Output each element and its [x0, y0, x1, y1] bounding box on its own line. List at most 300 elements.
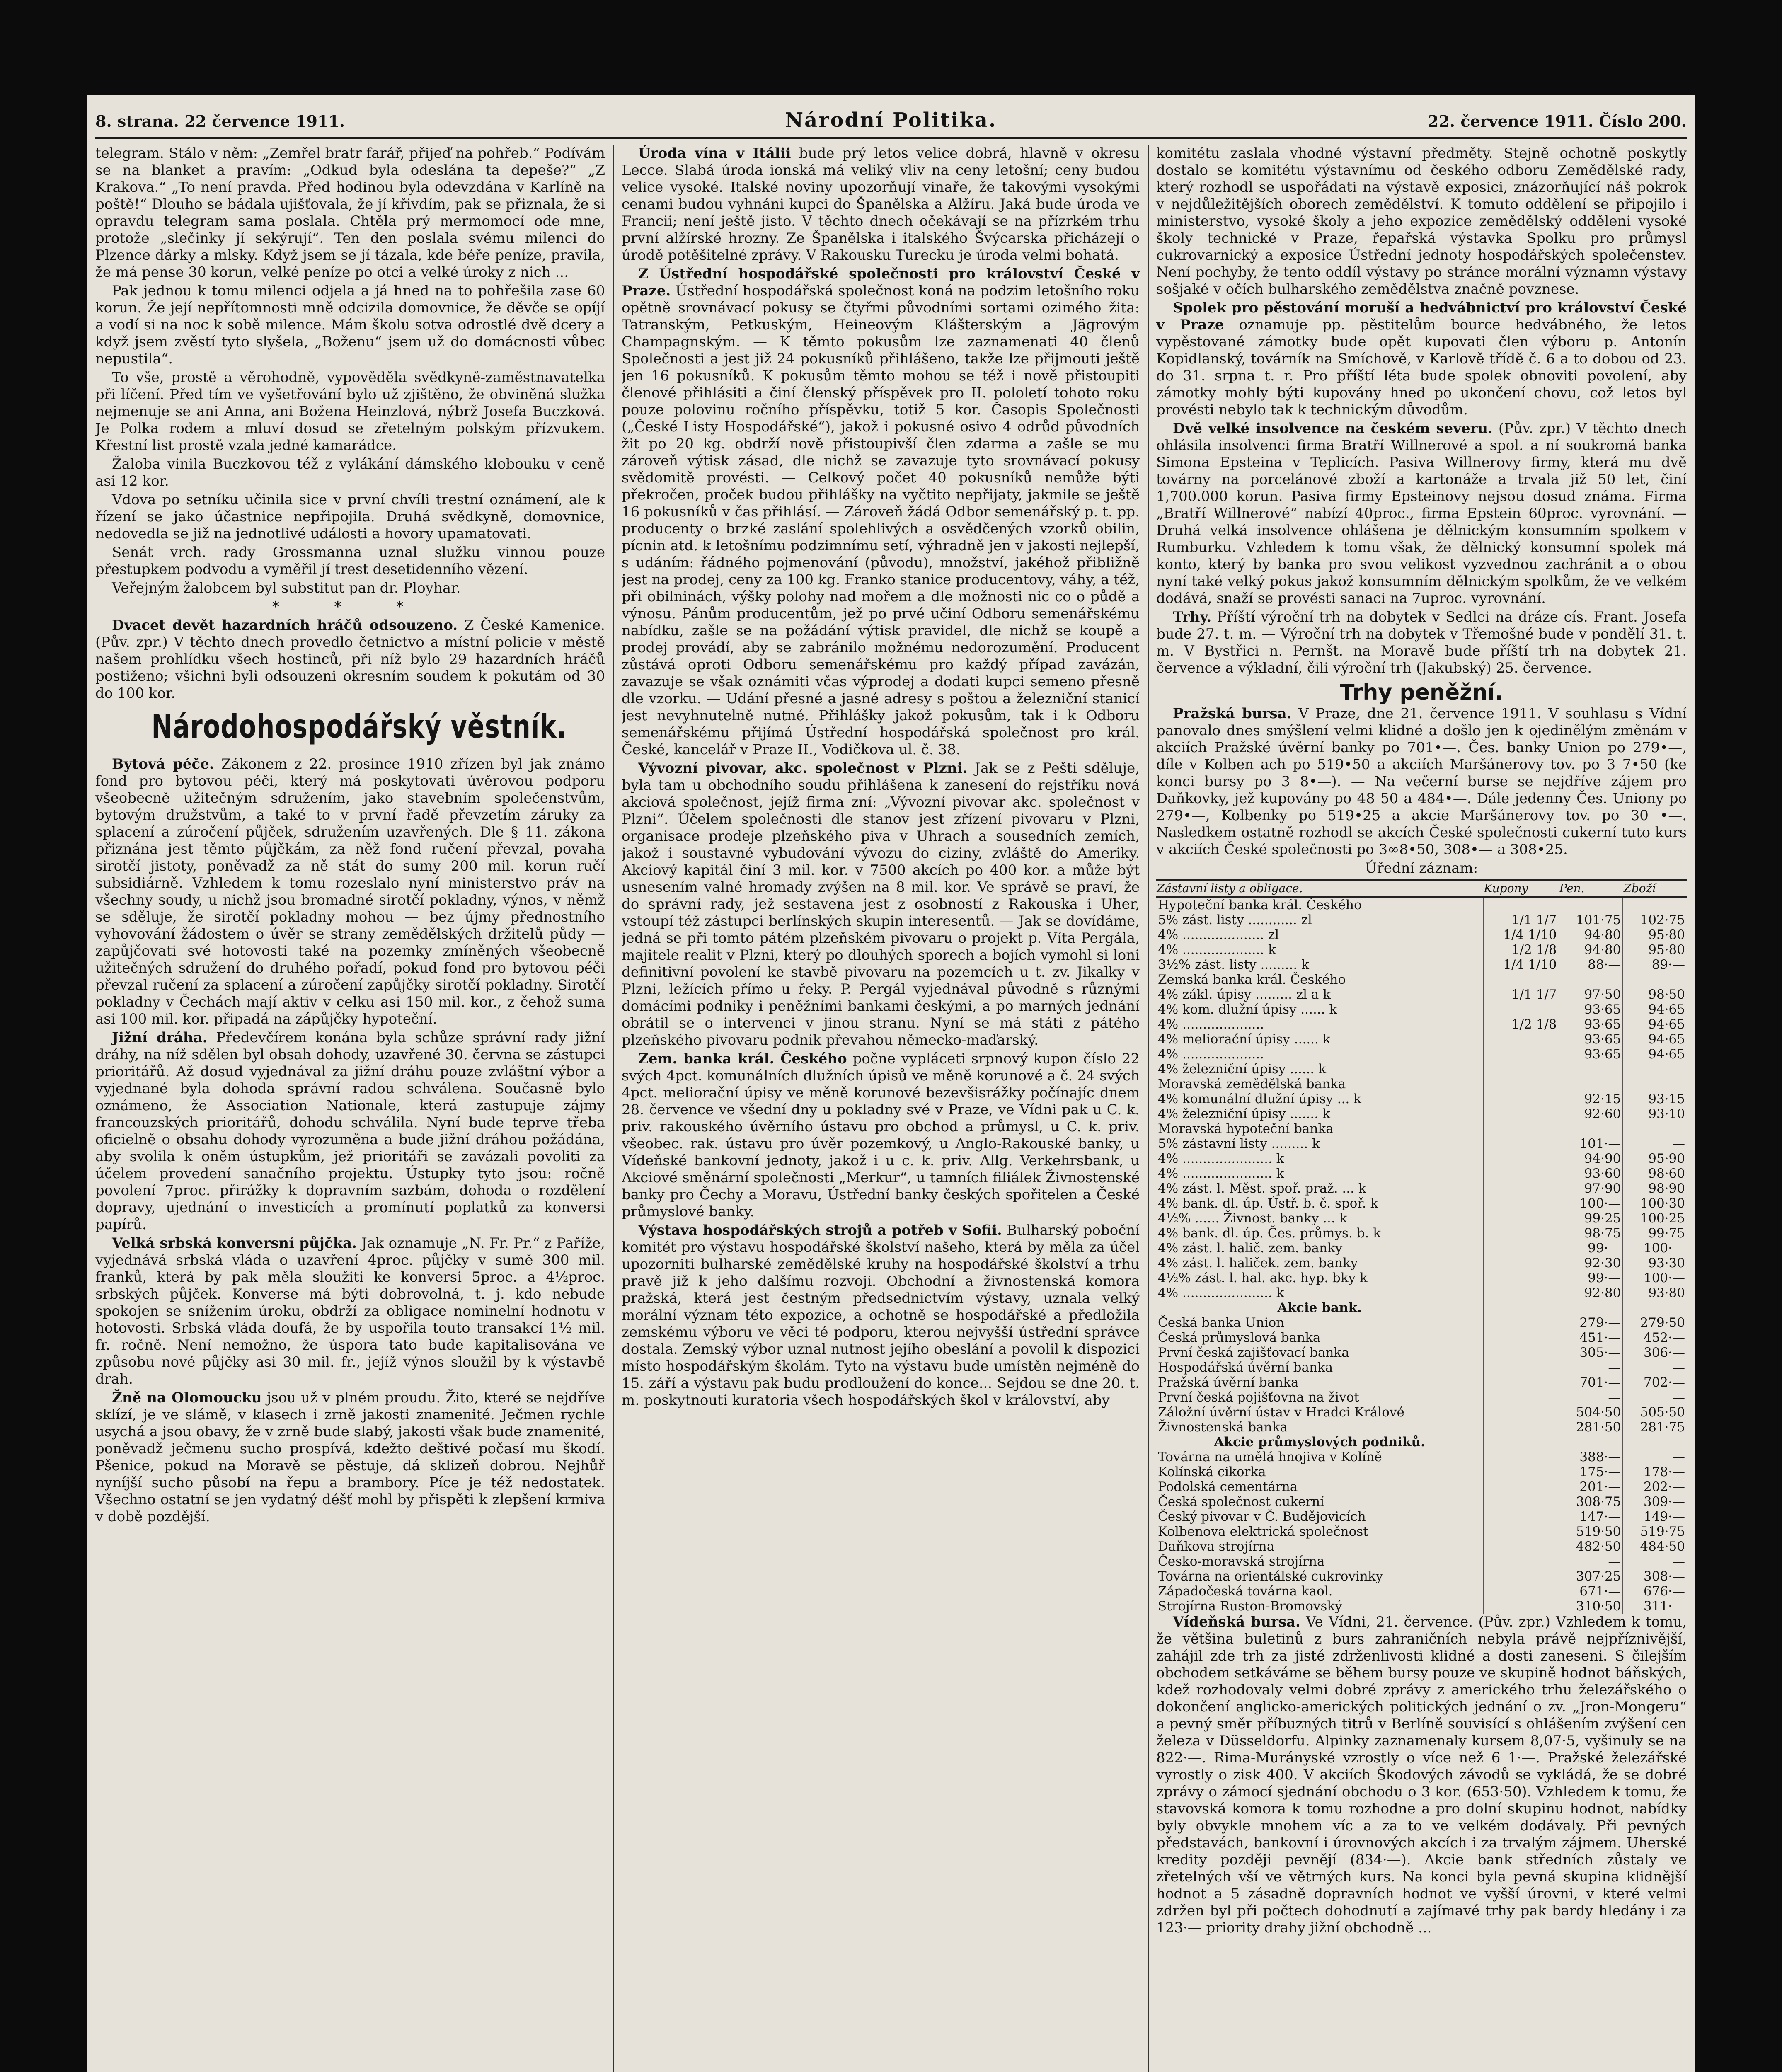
- table-row: [1156, 927, 1687, 942]
- article-heading: Velká srbská konversní půjčka.: [112, 1235, 357, 1251]
- table-row: [1156, 1271, 1687, 1285]
- issue-date-number: 22. července 1911. Číslo 200.: [1428, 112, 1687, 131]
- bid-cell: 504·50: [1559, 1405, 1623, 1420]
- coupon-cell: [1483, 1509, 1559, 1524]
- ask-cell: 484·50: [1623, 1539, 1687, 1554]
- ask-cell: 93·80: [1623, 1285, 1687, 1300]
- table-row: [1156, 987, 1687, 1002]
- coupon-cell: [1483, 1062, 1559, 1077]
- table-row: [1156, 1479, 1687, 1494]
- row-label: Akcie bank.: [1277, 1300, 1362, 1315]
- bid-cell: 94·80: [1559, 927, 1623, 942]
- table-row: [1156, 1360, 1687, 1375]
- row-label: Živnostenská banka: [1158, 1420, 1288, 1435]
- table-row: [1156, 1330, 1687, 1345]
- bid-cell: 94·90: [1559, 1151, 1623, 1166]
- article-heading: Trhy.: [1173, 609, 1212, 625]
- article: [1156, 609, 1687, 677]
- bid-cell: 482·50: [1559, 1539, 1623, 1554]
- table-row: [1156, 1106, 1687, 1121]
- coupon-cell: [1483, 1032, 1559, 1047]
- coupon-cell: [1483, 1002, 1559, 1017]
- ask-cell: 702·—: [1623, 1375, 1687, 1390]
- bid-cell: —: [1559, 1390, 1623, 1405]
- bid-cell: 281·50: [1559, 1420, 1623, 1435]
- ask-cell: 94·65: [1623, 1032, 1687, 1047]
- column-header: Pen.: [1559, 880, 1623, 897]
- newspaper-title: Národní Politika.: [785, 109, 997, 132]
- ask-cell: [1623, 1435, 1687, 1450]
- coupon-cell: [1483, 1196, 1559, 1211]
- row-label: Daňkova strojírna: [1158, 1539, 1275, 1554]
- row-label: Moravská hypoteční banka: [1158, 1121, 1334, 1136]
- article-heading: Zem. banka král. Českého: [638, 1051, 847, 1067]
- coupon-cell: [1483, 1479, 1559, 1494]
- article-body: oznamuje pp. pěstitelům bource hedvábného, že letos vypěstované zámotky bude opět kupovati člen výboru p. Antonín Kopidlanský, továrník na Smíchově, v Karlově třídě č. 6 a to dobou od 23. do 31. srpna t. r. Pro příští léta bude spolek obnoviti povolení, aby zámotky mohly býti kupovány hned po ukončení chovu, což letos byl provésti nebylo tak k technickým důvodům.: [1156, 317, 1687, 418]
- ask-cell: —: [1623, 1390, 1687, 1405]
- article-body: bude prý letos velice dobrá, hlavně v okresu Lecce. Slabá úroda ionská má veliký vliv na ceny letošní; ceny budou velice vysoké. Italské noviny upozorňují vinaře, že takovými vysokými cenami budou vyhnáni kupci do Španělska a Alžíru. Jaká bude úroda ve Francii; není ještě jisto. V těchto dnech očekávají se na přízrkém trhu první alžírské hrozny. Ze Španělska i italského Švýcarska přicházejí o úrodě potěšitelné zprávy. V Rakousku Turecku je úroda velmi bohatá.: [622, 145, 1140, 264]
- coupon-cell: [1483, 1166, 1559, 1181]
- bid-cell: 99·—: [1559, 1271, 1623, 1285]
- table-row: [1156, 1494, 1687, 1509]
- article-body: V Praze, dne 21. července 1911. V souhlasu s Vídní panovalo dnes smýšlení velmi klidné a došlo jen k ojedinělým změnám v akciích Pražské úvěrní banky po 701•—. Čes. banky Union po 279•—, díle v Kolben ach po 519•50 a akciích Maršánerovy tov. po 3 7•50 (ke konci bursy po 3 8•—). — Na večerní burse se nejdříve zájem pro Daňkovky, jež kupovány po 48 50 a 484•—. Dále jedenny Čes. Uniony po 279•—, Kolbenky po 519•25 a akcie Maršánerovy tov. po 30 •—. Nasledkem ostatně rozhodl se akcích České společnosti cukerní tuto kurs v akciích České společnosti po 3∞8•50, 308•— a 308•25.: [1156, 705, 1687, 858]
- table-row: [1156, 1226, 1687, 1241]
- article: [95, 1235, 605, 1388]
- coupon-cell: [1483, 1450, 1559, 1464]
- article-body: Zákonem z 22. prosince 1910 zřízen byl jak známo fond pro bytovou péči, který má poskytovati úvěrovou podporu všeobecně užitečným sdružením, jako stavebním společenstvům, bytovým družstvům, a také to v první řadě převzetím záruky za splacení a zúročení půjček, sdružením uzavřených. Dle § 11. zákona přiznána jest těmto půjčkám, za něž fond ručení převzal, povaha sirotčí jistoty, poněvadž za ně stát do sumy 200 mil. korun ručí subsidiárně. Vzhledem k tomu rozeslalo nyní ministerstvo práv na všechny soudy, u nichž jsou bromadné sirotčí pokladny, výnos, v němž se sděluje, že sirotčí pokladny mohou — bez újmy přednostního vyhovování žádostem o úvěr se strany zemědělských držitelů půdy — zapůjčovati své hotovosti také na pozemky zmíněných všeobecně užitečných sdružení do druhého pořadí, pokud fond pro bytovou péči převzal ručení za splacení a zúročení zapůjčky sirotčí pokladny. Sirotčí pokladny v Čechách mají aktiv v celku asi 150 mil. kor., z čehož suma asi 100 mil. kor. připadá na zápůjčky hypoteční.: [95, 756, 605, 1027]
- ask-cell: [1623, 972, 1687, 987]
- column-2: [622, 145, 1140, 2072]
- row-label: 4% zást. l. Měst. spoř. praž. ... k: [1158, 1181, 1366, 1196]
- table-row: [1156, 1032, 1687, 1047]
- coupon-cell: [1483, 1599, 1559, 1614]
- coupon-cell: [1483, 1435, 1559, 1450]
- table-row: [1156, 1092, 1687, 1106]
- coupon-cell: [1483, 1524, 1559, 1539]
- article-heading: Žně na Olomoucku: [112, 1389, 262, 1406]
- coupon-cell: [1483, 897, 1559, 913]
- table-row: [1156, 1375, 1687, 1390]
- coupon-cell: [1483, 972, 1559, 987]
- table-row: [1156, 957, 1687, 972]
- bid-cell: [1559, 1435, 1623, 1450]
- bid-cell: [1559, 1300, 1623, 1315]
- article: [622, 760, 1140, 1049]
- bid-cell: 305·—: [1559, 1345, 1623, 1360]
- bid-cell: 147·—: [1559, 1509, 1623, 1524]
- article: [622, 1222, 1140, 1409]
- ask-cell: —: [1623, 1136, 1687, 1151]
- ask-cell: 98·90: [1623, 1181, 1687, 1196]
- ask-cell: 178·—: [1623, 1464, 1687, 1479]
- column-divider: [613, 145, 614, 2072]
- article-heading: Dvacet devět hazardních hráčů odsouzeno.: [112, 617, 458, 634]
- row-label: 4% ...................... k: [1158, 1285, 1284, 1300]
- bid-cell: 671·—: [1559, 1584, 1623, 1599]
- coupon-cell: 1/4 1/10: [1483, 957, 1559, 972]
- ask-cell: 519·75: [1623, 1524, 1687, 1539]
- ask-cell: 98·50: [1623, 987, 1687, 1002]
- article-heading: Vídeňská bursa.: [1173, 1614, 1300, 1630]
- table-row: [1156, 1435, 1687, 1450]
- ask-cell: 94·65: [1623, 1047, 1687, 1062]
- article-heading: Dvě velké insolvence na českém severu.: [1173, 420, 1493, 437]
- paragraph: To vše, prostě a věrohodně, vypověděla svědkyně-zaměstnavatelka při líčení. Před tím ve vyšetřování bylo už zjištěno, že obviněná služka nejmenuje se ani Anna, ani Božena Heinzlová, nýbrž Josefa Buczková. Je Polka rodem a mluví dosud se zřetelným polským přízvukem. Křestní list prostě vzala jedné kamarádce.: [95, 369, 605, 454]
- table-row: [1156, 1077, 1687, 1092]
- table-row: [1156, 1405, 1687, 1420]
- column-1: [95, 145, 605, 2072]
- row-label: Továrna na umělá hnojiva v Kolíně: [1158, 1450, 1382, 1464]
- bid-cell: 93·65: [1559, 1017, 1623, 1032]
- column-header: Zástavní listy a obligace.: [1156, 880, 1483, 897]
- article-heading: Úroda vína v Itálii: [638, 145, 791, 162]
- row-label: 3½% zást. listy ......... k: [1158, 957, 1309, 972]
- coupon-cell: [1483, 1151, 1559, 1166]
- coupon-cell: [1483, 1092, 1559, 1106]
- ask-cell: [1623, 1121, 1687, 1136]
- bid-cell: 92·30: [1559, 1256, 1623, 1271]
- bid-cell: —: [1559, 1554, 1623, 1569]
- coupon-cell: [1483, 1405, 1559, 1420]
- coupon-cell: [1483, 1375, 1559, 1390]
- bid-cell: 99·25: [1559, 1211, 1623, 1226]
- ask-cell: —: [1623, 1554, 1687, 1569]
- ask-cell: 308·—: [1623, 1569, 1687, 1584]
- article: [1156, 705, 1687, 858]
- paragraph: telegram. Stálo v něm: „Zemřel bratr farář, přijeď na pohřeb.“ Podívám se na blanket a pravím: „Odkud byla odeslána ta depeše?“ „Z Krakova.“ „To není pravda. Před hodinou byla odevzdána v Karlíně na poště!“ Dlouho se bádala ujišťovala, že jí křivdím, pak se přiznala, že si opravdu telegram sama poslala. Chtěla prý mermomocí ode mne, protože „slečinky jí sekýrují“. Ten den poslala svému milenci do Plzence dárky a mlsky. Když jsem se jí tázala, kde béře peníze, pravila, že má pense 30 korun, velké peníze po otci a velké úroky z nich ...: [95, 145, 605, 281]
- coupon-cell: [1483, 1584, 1559, 1599]
- coupon-cell: 1/2 1/8: [1483, 1017, 1559, 1032]
- row-label: Kolbenova elektrická společnost: [1158, 1524, 1368, 1539]
- coupon-cell: [1483, 1077, 1559, 1092]
- ask-cell: 505·50: [1623, 1405, 1687, 1420]
- coupon-cell: [1483, 1360, 1559, 1375]
- ask-cell: 676·—: [1623, 1584, 1687, 1599]
- page-header: [87, 108, 1695, 141]
- coupon-cell: [1483, 1539, 1559, 1554]
- row-label: Česká společnost cukerní: [1158, 1494, 1324, 1509]
- row-label: 4% zákl. úpisy ......... zl a k: [1158, 987, 1331, 1002]
- table-row: [1156, 1450, 1687, 1464]
- row-label: Strojírna Ruston-Bromovský: [1158, 1599, 1342, 1614]
- ask-cell: 99·75: [1623, 1226, 1687, 1241]
- article-body: Ústřední hospodářská společnost koná na podzim letošního roku opětně srovnávací pokusy se čtyřmi původními sortami ozimého žita: Tatranským, Petkuským, Heineovým Klášterským a Jägrovým Champagnským. — K těmto pokusům lze zaznamenati 40 členů Společnosti a jest již 24 pokusníků přihlášeno, takže lze přijmouti ještě jen 16 pokusníků. K pokusům těmto mohou se též i nově přistoupiti členové přihlásiti a činí členský příspěvek pro II. pololetí tohoto roku pouze polovinu ročního příspěvku, totiž 5 kor. Časopis Společnosti („České Listy Hospodářské“), jakož i pokusné osivo 4 odrůd původních žit po 20 kg. obdrží nově přistoupivší člen zdarma a zašle se mu zároveň výtisk zásad, dle nichž se zavazuje tyto srovnávací pokusy svědomitě provésti. — Celkový počet 40 pokusníků nemůže býti překročen, proček budou přihlášky na vyčtito nepřijaty, jakmile se ještě 16 pokusníků v čas přihlásí. — Zároveň žádá Odbor semenářský p. t. pp. producenty o brzké zaslání spolehlivých a osvědčených vzorků obilin, pícnin atd. k letošnímu podzimnímu setí, výhradně jen v jakosti nejlepší, s udáním: řádného pojmenování (původu), množství, jakéhož přibližně jest na prodej, ceny za 100 kg. Franko stanice producentovy, váhy, a též, při obilninách, výšky polohy nad mořem a dle možnosti nic co o půdě a výnosu. Pánům producentům, jež po prvé učiní Odboru semenářskému nabídku, zašle se na požádání výtisk pravidel, dle nichž se koupě a prodej provádí, aby se zabránilo možnému nedorozumění. Producent zůstává oproti Odboru semenářskému pro každý případ zavázán, zavazuje se však oznámiti včas výprodej a dodati kupci semeno přesně dle vzorku. — Udání přesné a jasné adresy s poštou a železniční stanicí jest nevyhnutelně nutné. Přihlášky jakož pokusům, tak i k Odboru semenářskému přijímá Ústřední hospodářská společnost pro král. České, kancelář v Praze II., Vodičkova ul. č. 38.: [622, 283, 1140, 758]
- bid-cell: 307·25: [1559, 1569, 1623, 1584]
- row-label: Český pivovar v Č. Budějovicích: [1158, 1509, 1366, 1524]
- article-body: Předevčírem konána byla schůze správní rady jižní dráhy, na níž sdělen byl obsah dohody, uzavřené 30. června se zástupci prioritářů. Až dosud vyjednával za jižní dráhu pouze zvláštní výbor a vyjednané byla dohoda správní radou schválena. Současně bylo oznámeno, že Association Nationale, která zastupuje zájmy francouzských prioritářů, dohodu schválila. Nyní bude teprve třeba oficielně o obsahu dohody vyrozuměna a bude jižní dráhou požádána, aby svolila k oněm ústupkům, jež prioritáři se zavázali povoliti za účelem provedení sanačního projektu. Ústupky tyto jsou: ročně povolení 7proc. přirážky k dopravním sazbám, dohoda o rozdělení dopravy, ujednání o investicích a promínutí poplatků za konversi papírů.: [95, 1029, 605, 1233]
- bid-cell: 94·80: [1559, 942, 1623, 957]
- ask-cell: 202·—: [1623, 1479, 1687, 1494]
- table-row: [1156, 913, 1687, 927]
- row-label: 5% zástavní listy ......... k: [1158, 1136, 1320, 1151]
- bid-cell: 279·—: [1559, 1315, 1623, 1330]
- table-row: [1156, 1554, 1687, 1569]
- paragraph: Žaloba vinila Buczkovou též z vylákání dámského klobouku v ceně asi 12 kor.: [95, 456, 605, 489]
- article: [95, 1029, 605, 1233]
- bid-cell: [1559, 1077, 1623, 1092]
- row-label: Zemská banka král. Českého: [1158, 972, 1346, 987]
- coupon-cell: [1483, 1345, 1559, 1360]
- column-divider: [1148, 145, 1149, 2072]
- paragraph: Veřejným žalobcem byl substitut pan dr. Ployhar.: [112, 580, 461, 596]
- ask-cell: 306·—: [1623, 1345, 1687, 1360]
- coupon-cell: [1483, 1420, 1559, 1435]
- ask-cell: [1623, 897, 1687, 913]
- ask-cell: 98·60: [1623, 1166, 1687, 1181]
- ask-cell: —: [1623, 1450, 1687, 1464]
- table-row: [1156, 1256, 1687, 1271]
- table-row: [1156, 1300, 1687, 1315]
- ask-cell: 93·30: [1623, 1256, 1687, 1271]
- section-heading: Trhy peněžní.: [1339, 680, 1504, 705]
- table-row: [1156, 1136, 1687, 1151]
- ask-cell: 452·—: [1623, 1330, 1687, 1345]
- section-title: Národohospodářský věstník.: [151, 708, 567, 746]
- bid-cell: 99·—: [1559, 1241, 1623, 1256]
- table-row: [1156, 1509, 1687, 1524]
- table-row: [1156, 1390, 1687, 1405]
- article: [95, 1389, 605, 1525]
- row-label: Továrna na orientálské cukrovinky: [1158, 1569, 1383, 1584]
- coupon-cell: [1483, 1464, 1559, 1479]
- bid-cell: 175·—: [1559, 1464, 1623, 1479]
- bid-cell: 93·65: [1559, 1032, 1623, 1047]
- table-row: [1156, 1151, 1687, 1166]
- row-label: Hospodářská úvěrní banka: [1158, 1360, 1333, 1375]
- row-label: Západočeská továrna kaol.: [1158, 1584, 1333, 1599]
- row-label: 4% zást. l. haliček. zem. banky: [1158, 1256, 1358, 1271]
- row-label: 4% ....................: [1158, 1017, 1264, 1032]
- table-row: [1156, 1166, 1687, 1181]
- article-heading: Spolek pro pěstování moruší a hedvábnictví pro království České v Praze: [1156, 300, 1687, 333]
- coupon-cell: [1483, 1136, 1559, 1151]
- paragraph: Senát vrch. rady Grossmanna uznal služku vinnou pouze přestupkem podvodu a vyměřil jí trest desetidenního vězení.: [95, 544, 605, 578]
- article-body: Příští výroční trh na dobytek v Sedlci na dráze cís. Frant. Josefa bude 27. t. m. — Výroční trh na dobytek v Třemošné bude v pondělí 31. t. m. V Bystřici n. Pernšt. na Moravě bude příští trh na dobytek 21. července a výkladní, čili výroční trh (Jakubský) 25. července.: [1156, 609, 1687, 676]
- bid-cell: 88·—: [1559, 957, 1623, 972]
- separator-stars: * * *: [272, 598, 429, 615]
- table-row: [1156, 1211, 1687, 1226]
- article: [622, 1051, 1140, 1220]
- table-row: [1156, 1121, 1687, 1136]
- table-row: [1156, 897, 1687, 913]
- coupon-cell: [1483, 1181, 1559, 1196]
- row-label: 4% ...................... k: [1158, 1151, 1284, 1166]
- table-row: [1156, 1345, 1687, 1360]
- bid-cell: 97·90: [1559, 1181, 1623, 1196]
- ask-cell: 149·—: [1623, 1509, 1687, 1524]
- row-label: 4% ...................... k: [1158, 1166, 1284, 1181]
- row-label: 4% .................... zl: [1158, 927, 1279, 942]
- article: [95, 756, 605, 1028]
- bid-cell: 310·50: [1559, 1599, 1623, 1614]
- article-body: Jak se z Pešti sděluje, byla tam u obchodního soudu přihlášena k zanesení do rejstříku nová akciová společnost, jejíž firma zní: „Vývozní pivovar akc. společnost v Plzni“. Účelem společnosti dle stanov jest zřízení pivovaru v Plzni, organisace prodeje plzeňského piva v Uhrach a sousedních zemích, jakož i soustavné vybudování vývozu do ciziny, zvláště do Ameriky. Akciový kapitál činí 3 mil. kor. v 7500 akcích po 400 kor. a může být usnesením valné hromady zvýšen na 8 mil. kor. Ve správě se praví, že do správní rady, jež sestavena jest z osobností z Rakouska i Uher, vstoupí též zástupci berlínských skupin interesentů. — Jak se dovídáme, jedná se při tomto pátém plzeňském pivovaru o projekt p. Víta Pergála, majitele realit v Plzni, který po dlouhých sporech a bojích vymohl si loni definitivní povolení ke stavbě pivovaru na pozemcích u t. zv. Jikalky v Plzni, ležících přímo u řeky. P. Pergál vyjednával původně s různými domácími podniky i peněžními bankami českými, a po marných jednání obrátil se o intervenci v jinou stranu. Nyní se má státi z pátého plzeňského pivovaru podnik převahou německo-maďarský.: [622, 760, 1140, 1048]
- article-heading: Jižní dráha.: [112, 1029, 208, 1046]
- coupon-cell: [1483, 1271, 1559, 1285]
- coupon-cell: [1483, 1256, 1559, 1271]
- bid-cell: [1559, 897, 1623, 913]
- header-rule: [95, 137, 1687, 139]
- table-row: [1156, 1539, 1687, 1554]
- page-number-date: 8. strana. 22 července 1911.: [95, 112, 345, 131]
- ask-cell: —: [1623, 1360, 1687, 1375]
- article-body: počne vypláceti srpnový kupon číslo 22 svých 4pct. komunálních dlužních úpisů ve měně korunové a č. 24 svých 4pct. meliorační úpisy ve měně korunové bezevšisrážky počínajíc dnem 28. července ve všední dny u pokladny své v Praze, ve Vídni pak u C. k. priv. rakouského úvěrního ústavu pro obchod a průmysl, u C. k. priv. všeobec. rak. ústavu pro úvěr pozemkový, u Anglo-Rakouské banky, u Vídeňské bankovní jednoty, jakož i u c. k. priv. Allg. Verkehrsbank, u Akciové směnární společnosti „Merkur“, u tamních filiálek Živnostenské banky pro Čechy a Moravu, Ústřední banky českých spořitelen a České průmyslové banky.: [622, 1051, 1140, 1220]
- coupon-cell: 1/4 1/10: [1483, 927, 1559, 942]
- bid-cell: 201·—: [1559, 1479, 1623, 1494]
- article-body: Jak oznamuje „N. Fr. Pr.“ z Paříže, vyjednává srbská vláda o uzavření 4proc. půjčky v sumě 300 mil. franků, která by pak měla sloužiti ke konversi 5proc. a 4½proc. srbských půjček. Konverse má býti dobrovolná, t. j. kdo nebude spokojen se snížením úroku, obdrží za obligace nominelní hodnotu v hotovosti. Srbská vláda doufá, že by uspořila touto transakcí 1½ mil. fr. ročně. Není nemožno, že úspora tato bude kapitalisována ve způsobu nové půjčky asi 30 mil. fr., jejíž výnos sloužil by k výstavbě drah.: [95, 1235, 605, 1387]
- row-label: 4% bank. dl. úp. Ústř. b. č. spoř. k: [1158, 1196, 1378, 1211]
- table-row: [1156, 1062, 1687, 1077]
- row-label: 4% komunální dlužní úpisy ... k: [1158, 1092, 1361, 1106]
- ask-cell: 95·80: [1623, 927, 1687, 942]
- row-label: 5% zást. listy ............ zl: [1158, 913, 1312, 927]
- table-row: [1156, 1599, 1687, 1614]
- bid-cell: 101·—: [1559, 1136, 1623, 1151]
- bid-cell: 92·15: [1559, 1092, 1623, 1106]
- ask-cell: 100·—: [1623, 1241, 1687, 1256]
- table-row: [1156, 1196, 1687, 1211]
- bid-cell: 92·80: [1559, 1285, 1623, 1300]
- article-body: jsou už v plném proudu. Žito, které se nejdříve sklízí, je ve slámě, v klasech i zrně jakosti znamenité. Ječmen rychle usychá a jsou obavy, že v zrně bude slabý, jakosti však bude znamenité, poněvadž ječmenu sucho prospívá, kdežto deštivé počasí mu škodí. Pšenice, pokud na Moravě se pěstuje, dá sklizeň dobrou. Nejhůř nyníjší sucho působí na řepu a brambory. Píce je též nedostatek. Všechno ostatní se jen vydatný déšť mohl by přispěti k zlepšení krmiva v době pozdější.: [95, 1389, 605, 1525]
- article: [1156, 1614, 1687, 1936]
- row-label: Česká banka Union: [1158, 1315, 1285, 1330]
- coupon-cell: [1483, 1494, 1559, 1509]
- ask-cell: 100·—: [1623, 1271, 1687, 1285]
- row-label: 4% železniční úpisy ...... k: [1158, 1062, 1327, 1077]
- row-label: Česká průmyslová banka: [1158, 1330, 1321, 1345]
- bid-cell: 93·65: [1559, 1047, 1623, 1062]
- ask-cell: 279·50: [1623, 1315, 1687, 1330]
- table-body: [1156, 897, 1687, 1614]
- table-row: [1156, 1285, 1687, 1300]
- coupon-cell: [1483, 1300, 1559, 1315]
- table-title: Úřední záznam:: [1365, 860, 1478, 876]
- table-row: [1156, 1241, 1687, 1256]
- bid-cell: 100·—: [1559, 1196, 1623, 1211]
- article-body: (Pův. zpr.) V těchto dnech ohlásila insolvenci firma Bratří Willnerové a spol. a ní soukromá banka Simona Epsteina v Teplicích. Pasiva Willnerovy firmy, která mu dvě továrny na porcelánové zboží a kartonáže a trvala již 50 let, činí 1,700.000 korun. Pasiva firmy Epsteinovy nejsou dosud známa. Firma „Bratří Willnerové“ nabízí 40proc., firma Epstein 60proc. vyrovnání. — Druhá velká insolvence ohlášena je dělnickým konsumním spolkem v Rumburku. Vzhledem k tomu však, že dělnický konsumní spolek má konto, který by banka pro svou velikost vyzvednou zachránit a o obou nyní také velký pokus jakož konsumním dělnickým spolkům, že ve velkém dodává, snaží se provésti sanaci na 7uproc. vyrovnání.: [1156, 420, 1687, 607]
- bid-cell: 701·—: [1559, 1375, 1623, 1390]
- table-row: [1156, 1584, 1687, 1599]
- article-heading: Vývozní pivovar, akc. společnost v Plzni.: [638, 760, 968, 777]
- article-heading: Výstava hospodářských strojů a potřeb v Sofii.: [638, 1222, 1002, 1239]
- article: [1156, 420, 1687, 607]
- bid-cell: —: [1559, 1360, 1623, 1375]
- bid-cell: 308·75: [1559, 1494, 1623, 1509]
- coupon-cell: [1483, 1241, 1559, 1256]
- coupon-cell: [1483, 1047, 1559, 1062]
- table-row: [1156, 1017, 1687, 1032]
- bid-cell: 97·50: [1559, 987, 1623, 1002]
- newspaper-page: [87, 95, 1695, 2072]
- coupon-cell: [1483, 1226, 1559, 1241]
- coupon-cell: [1483, 1554, 1559, 1569]
- article-heading: Pražská bursa.: [1173, 705, 1292, 722]
- row-label: 4% zást. l. halič. zem. banky: [1158, 1241, 1343, 1256]
- ask-cell: 309·—: [1623, 1494, 1687, 1509]
- row-label: 4½% zást. l. hal. akc. hyp. bky k: [1158, 1271, 1368, 1285]
- bid-cell: 98·75: [1559, 1226, 1623, 1241]
- ask-cell: [1623, 1300, 1687, 1315]
- row-label: Kolínská cikorka: [1158, 1464, 1266, 1479]
- coupon-cell: [1483, 1106, 1559, 1121]
- table-row: [1156, 1464, 1687, 1479]
- coupon-cell: [1483, 1315, 1559, 1330]
- article-heading: Bytová péče.: [112, 756, 214, 772]
- coupon-cell: 1/1 1/7: [1483, 987, 1559, 1002]
- article-body: Z České Kamenice. (Pův. zpr.) V těchto dnech provedlo četnictvo a místní policie v městě našem prohlídku všech hostinců, při níž bylo 29 hazardních hráčů postiženo; všichni byli odsouzeni okresním soudem k pokutám od 30 do 100 kor.: [95, 617, 605, 702]
- row-label: Akcie průmyslových podniků.: [1214, 1435, 1425, 1450]
- ask-cell: [1623, 1077, 1687, 1092]
- paragraph: Pak jednou k tomu milenci odjela a já hned na to pohřešila zase 60 korun. Že její nepřítomnosti mně odcizila domovnice, že děvče se opíjí a vodí si na noc k sobě milence. Mám školu sotva odrostlé dvě dcery a když jsem zvěstí tyto slyšela, „Boženu“ jsem už do domácnosti vůbec nepustila“.: [95, 283, 605, 367]
- table-header-row: [1156, 880, 1687, 897]
- bid-cell: [1559, 1062, 1623, 1077]
- paragraph: komitétu zaslala vhodné výstavní předměty. Stejně ochotně poskytly dostalo se komitétu výstavnímu od českého odboru Zemědělské rady, který rozhodl se uspořádati na výstavě exposici, znázorňující náš pokrok v nejdůležitějších oborech zemědělství. K tomuto oddělení se připojilo i ministerstvo, vysoké školy a jeho expozice zemědělský odděleni vysoké školy technické v Praze, řepařská výstavka Spolku pro průmysl cukrovarnický a exposice Ústřední jednoty hospodářských společenstev. Není pochyby, že tento oddíl výstavy po stránce morální významn výstavy sošjaké v očích bulharského zemědělstva značně povznese.: [1156, 145, 1687, 298]
- table-row: [1156, 1047, 1687, 1062]
- row-label: První česká zajišťovací banka: [1158, 1345, 1349, 1360]
- table-row: [1156, 1524, 1687, 1539]
- article-body: Ve Vídni, 21. července. (Pův. zpr.) Vzhledem k tomu, že většina buletinů z burs zahraničních nebyla právě nejpříznivější, zahájil zde trh za jisté zdrženlivosti klidné a dosti zaneseni. S čilejším obchodem setkáváme se během bursy pouze ve skupině hodnot báňských, kdež rozhodovaly velmi dobré zprávy z amerického trhu železářského o dokončení anglicko-amerických politických jednání o zv. „Jron-Mongeru“ a pevný směr příbuzných titrů v Berlíně souvisící s ohlášením zvýšení cen železa v Düsseldorfu. Alpinky zaznamenaly kursem 8,07·5, vyšinuly se na 822·—. Rima-Murányské vzrostly o více než 6 1·—. Pražské železářské vyrostly o zisk 400. V akciích Škodových závodů se vykládá, že se dobré zprávy o zámocí sjednání obchodu o 3 kor. (653·50). Vzhledem k tomu, že stavovská komora k tomu rozhodne a pro dolní skupinu hodnot, nabídky byly obvykle mnohem víc a za to ve velkém dodávaly. Při pevných představách, bankovní i úrovnových akcích i za trvalým zájmem. Uherské kredity později pevnějí (834·—). Akcie bank středních zůstaly ve zřetelných vší ve větrných kurs. Na konci byla pevná skupina klidnější hodnot a 5 zásadně dopravních hodnot ve vyšší úrovni, v které velmi zdržen byl při počtech dohodnutí a zajímavé trhy pak bardy hledány i za 123·— priority drahy jižní obchodně ...: [1156, 1614, 1687, 1936]
- coupon-cell: [1483, 1211, 1559, 1226]
- bid-cell: 519·50: [1559, 1524, 1623, 1539]
- row-label: 4% ....................: [1158, 1047, 1264, 1062]
- article: [622, 145, 1140, 264]
- article-heading: Z Ústřední hospodářské společnosti pro království České v Praze.: [622, 266, 1140, 299]
- table-row: [1156, 1420, 1687, 1435]
- coupon-cell: 1/2 1/8: [1483, 942, 1559, 957]
- row-label: 4% železniční úpisy ....... k: [1158, 1106, 1330, 1121]
- ask-cell: 93·15: [1623, 1092, 1687, 1106]
- row-label: Česko-moravská strojírna: [1158, 1554, 1325, 1569]
- table-row: [1156, 1569, 1687, 1584]
- bid-cell: 101·75: [1559, 913, 1623, 927]
- ask-cell: 94·65: [1623, 1017, 1687, 1032]
- row-label: Záložní úvěrní ústav v Hradci Králové: [1158, 1405, 1404, 1420]
- column-header: Zboží: [1623, 880, 1687, 897]
- article: [95, 617, 605, 702]
- coupon-cell: [1483, 1390, 1559, 1405]
- paragraph: Vdova po setníku učinila sice v první chvíli trestní oznámení, ale k řízení se jako účastnice nepřipojila. Druhá svědkyně, domovnice, nedovedla se již na jednotlivé události a hovory upamatovati.: [95, 491, 605, 542]
- table-row: [1156, 1002, 1687, 1017]
- row-label: 4% melioraćní úpisy ...... k: [1158, 1032, 1331, 1047]
- ask-cell: 93·10: [1623, 1106, 1687, 1121]
- ask-cell: 89·—: [1623, 957, 1687, 972]
- bid-cell: 388·—: [1559, 1450, 1623, 1464]
- bid-cell: 93·60: [1559, 1166, 1623, 1181]
- ask-cell: 281·75: [1623, 1420, 1687, 1435]
- ask-cell: 311·—: [1623, 1599, 1687, 1614]
- bid-cell: [1559, 972, 1623, 987]
- row-label: První česká pojišťovna na život: [1158, 1390, 1359, 1405]
- bid-cell: 93·65: [1559, 1002, 1623, 1017]
- coupon-cell: [1483, 1121, 1559, 1136]
- table-row: [1156, 1315, 1687, 1330]
- column-3: [1156, 145, 1687, 2072]
- bid-cell: 451·—: [1559, 1330, 1623, 1345]
- row-label: 4½% ...... Živnost. banky ... k: [1158, 1211, 1347, 1226]
- article-body: Bulharský poboční komitét pro výstavu hospodářské školství našeho, která by měla za účel upozorniti bulharské zemědělské kruhy na hospodářské školství a trhu pravě již k jeho dalšímu rozvoji. Obchodní a živnostenská komora pražská, která jest čestným předsednictvím výstavy, uznala velký morální význam této expozice, a ochotně se hospodářské a předložila zemskému výboru ve věci té podporu, kterou nejvyšší ústřední správce dostala. Zemský výbor uznal nutnost jejího obeslání a povolil k dispozici místo hospodářským školám. Tyto na výstavu bude umístěn nejméně do 15. září a výstavu pak budu prodloužení do konce... Sejdou se dne 20. t. m. poskytnouti kuratoria všech hospodářských škol v království, aby: [622, 1222, 1140, 1409]
- table-row: [1156, 972, 1687, 987]
- bid-cell: 92·60: [1559, 1106, 1623, 1121]
- row-label: 4% .................... k: [1158, 942, 1276, 957]
- ask-cell: 102·75: [1623, 913, 1687, 927]
- row-label: Pražská úvěrní banka: [1158, 1375, 1299, 1390]
- ask-cell: 95·80: [1623, 942, 1687, 957]
- row-label: Podolská cementárna: [1158, 1479, 1298, 1494]
- ask-cell: 100·25: [1623, 1211, 1687, 1226]
- row-label: 4% kom. dlužní úpisy ...... k: [1158, 1002, 1337, 1017]
- exchange-rate-table: [1156, 879, 1687, 1614]
- ask-cell: [1623, 1062, 1687, 1077]
- ask-cell: 95·90: [1623, 1151, 1687, 1166]
